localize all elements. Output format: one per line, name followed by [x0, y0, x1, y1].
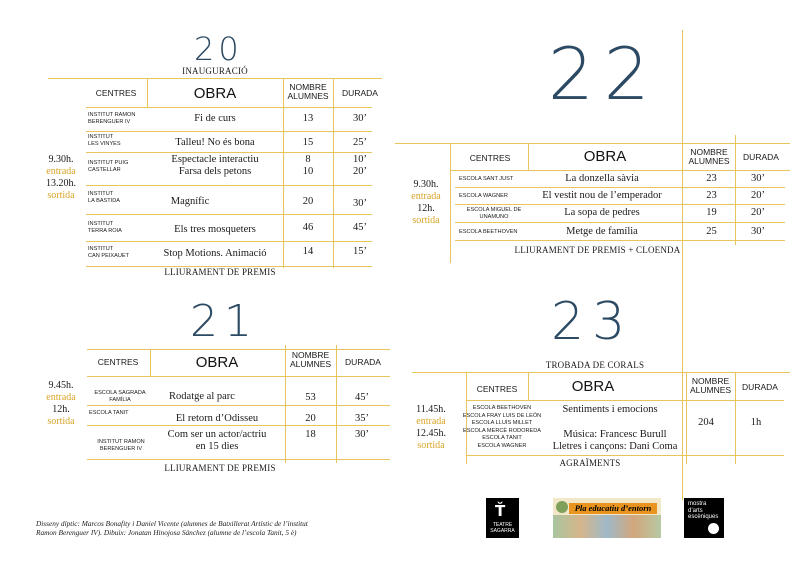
- day-23-centres-list: ESCOLA BEETHOVEN ESCOLA FRAY LUIS DE LEÓN ESCOLA LLUÍS MILLET ESCOLA MERCÈ RODOREDA ESCOLA TANIT ESCOLA WAGNER: [462, 405, 542, 449]
- day-22-header-centres: CENTRES: [469, 153, 511, 163]
- day-20-row-5-durada: 45’: [353, 222, 367, 233]
- day-23-header-nombre: NOMBRE ALUMNES: [689, 376, 732, 395]
- day-22-row-1-alumnes: 23: [706, 173, 717, 184]
- day-20-start-time: 9.30h.: [48, 154, 74, 165]
- day-20-row-2-alumnes: 15: [302, 137, 314, 148]
- day-23-number: 23: [551, 292, 634, 352]
- day-21-row-3-centre: INSTITUT RAMON BERENGUER IV: [97, 439, 145, 452]
- teatre-sagarra-text: TEATRE SAGARRA: [490, 522, 515, 534]
- day-23-end-label: sortida: [417, 440, 445, 451]
- day-21-row-2-alumnes: 20: [305, 413, 316, 424]
- day-22-header-obra: OBRA: [583, 148, 627, 165]
- day-21-row-3-alumnes: 18: [305, 429, 316, 440]
- day-20-row-5-centre: INSTITUT TERRA ROIA: [88, 221, 122, 234]
- day-21-row-2-obra: El retorn d’Odisseu: [175, 413, 259, 424]
- day-21-row-1-obra: Rodatge al parc: [169, 391, 235, 402]
- day-20-row-6-durada: 15’: [353, 246, 367, 257]
- day-21-header-obra: OBRA: [195, 354, 239, 371]
- day-20-row-2-durada: 25’: [353, 137, 367, 148]
- day-23-start-time: 11.45h.: [416, 404, 446, 415]
- day-20-row-2-obra: Talleu! No és bona: [175, 137, 255, 148]
- day-21-time: [36, 380, 86, 428]
- day-21-start-time: 9.45h.: [48, 380, 74, 391]
- day-22-start-time: 9.30h.: [413, 179, 439, 190]
- pla-educatiu-logo: [553, 498, 661, 538]
- day-22-row-3-centre: ESCOLA MIGUEL DE UNAMUNO: [466, 207, 522, 220]
- day-20-header-durada: DURADA: [342, 88, 378, 98]
- day-21-row-1-alumnes: 53: [305, 392, 316, 403]
- mostra-arts-logo: [684, 498, 724, 538]
- day-20-row-6-obra: Stop Motions. Animació: [163, 248, 267, 259]
- day-20-row-3-obra: Espectacle interactiu Farsa dels petons: [171, 154, 259, 177]
- day-22-row-3-obra: La sopa de pedres: [564, 207, 640, 218]
- day-21-header-nombre: NOMBRE ALUMNES: [289, 350, 332, 369]
- day-20-row-6-alumnes: 14: [302, 246, 314, 257]
- day-21-end-time: 12h.: [52, 404, 70, 415]
- day-20-end-label: sortida: [47, 190, 75, 201]
- day-23-subtitle: TROBADA DE CORALS: [545, 360, 645, 370]
- plant-icon: [556, 501, 568, 513]
- day-20-row-4-centre: INSTITUT LA BASTIDA: [88, 191, 121, 204]
- day-20-row-6-centre: INSTITUT CAN PEIXAUET: [88, 246, 130, 259]
- day-23-alumnes: 204: [698, 417, 714, 428]
- day-20-header-obra: OBRA: [193, 85, 237, 102]
- day-22-row-4-alumnes: 25: [706, 226, 717, 237]
- day-22-row-3-alumnes: 19: [706, 207, 717, 218]
- day-21-end-label: sortida: [47, 416, 75, 427]
- day-23-start-label: entrada: [416, 416, 446, 427]
- day-20-row-2-centre: INSTITUT LES VINYES: [88, 134, 121, 147]
- day-22-number: 22: [548, 32, 660, 116]
- teatre-sagarra-logo: [486, 498, 519, 538]
- day-21-row-2-centre: ESCOLA TANIT: [89, 410, 129, 416]
- day-20-row-4-obra: Magnífic: [170, 196, 210, 207]
- day-20-row-1-alumnes: 13: [302, 113, 314, 124]
- day-21-number: 21: [190, 296, 258, 347]
- day-20-footer: LLIURAMENT DE PREMIS: [164, 267, 276, 277]
- theatre-masks-icon: [708, 523, 719, 534]
- day-20-start-label: entrada: [46, 166, 76, 177]
- day-21-row-3-obra: Com ser un actor/actriu en 15 dies: [167, 429, 267, 452]
- day-21-row-2-durada: 35’: [355, 413, 369, 424]
- day-20-number: 20: [194, 30, 243, 68]
- day-20-row-5-obra: Els tres mosqueters: [174, 224, 256, 235]
- masks-t-icon: Ť: [495, 502, 506, 520]
- day-22-row-1-obra: La donzella sàvia: [565, 173, 639, 184]
- day-23-footer: AGRAÏMENTS: [559, 458, 621, 468]
- day-20-row-1-centre: INSTITUT RAMON BERENGUER IV: [88, 112, 136, 125]
- day-22-row-2-alumnes: 23: [706, 190, 717, 201]
- day-22-row-3-durada: 20’: [751, 207, 765, 218]
- day-23-time: [403, 404, 459, 452]
- day-22-header-nombre: NOMBRE ALUMNES: [688, 147, 730, 166]
- pla-educatiu-banner: Pla educatiu d’entorn: [569, 503, 657, 514]
- day-23-obra-title: Sentiments i emocions: [562, 404, 658, 415]
- day-20-subtitle: INAUGURACIÓ: [182, 66, 248, 76]
- day-20-time: [36, 154, 86, 202]
- day-22-row-2-centre: ESCOLA WAGNER: [459, 193, 508, 199]
- day-20-end-time: 13.20h.: [46, 178, 76, 189]
- day-22-row-4-centre: ESCOLA BEETHOVEN: [459, 229, 518, 235]
- day-23-header-obra: OBRA: [571, 378, 615, 395]
- day-21-footer: LLIURAMENT DE PREMIS: [164, 463, 276, 473]
- town-drawing-icon: [553, 515, 661, 538]
- day-22-row-4-durada: 30’: [751, 226, 765, 237]
- day-21-row-3-durada: 30’: [355, 429, 369, 440]
- day-22-row-2-durada: 20’: [751, 190, 765, 201]
- day-20-row-3-alumnes: 8 10: [302, 154, 314, 177]
- day-20-row-3-centre: INSTITUT PUIG CASTELLAR: [88, 160, 129, 173]
- day-21-row-1-durada: 45’: [355, 392, 369, 403]
- day-21-start-label: entrada: [46, 392, 76, 403]
- day-20-row-4-alumnes: 20: [302, 196, 314, 207]
- day-22-row-2-obra: El vestit nou de l’emperador: [542, 190, 662, 201]
- day-20-header-nombre: NOMBRE ALUMNES: [287, 82, 329, 101]
- day-20-row-3-durada: 10’ 20’: [353, 154, 367, 177]
- day-22-end-label: sortida: [412, 215, 440, 226]
- day-21-header-centres: CENTRES: [97, 357, 139, 367]
- day-22-row-1-durada: 30’: [751, 173, 765, 184]
- day-22-end-time: 12h.: [417, 203, 435, 214]
- day-22-row-4-obra: Metge de família: [566, 226, 638, 237]
- day-23-durada: 1h: [750, 417, 762, 428]
- day-20-row-1-durada: 30’: [353, 113, 367, 124]
- day-20-row-4-durada: 30’: [353, 198, 367, 209]
- day-20-row-5-alumnes: 46: [302, 222, 314, 233]
- day-22-start-label: entrada: [411, 191, 441, 202]
- day-21-header-durada: DURADA: [345, 357, 381, 367]
- day-22-time: [400, 179, 452, 227]
- day-23-header-centres: CENTRES: [476, 384, 518, 394]
- day-22-footer: LLIURAMENT DE PREMIS + CLOENDA: [514, 245, 681, 255]
- day-20-row-1-obra: Fi de curs: [194, 113, 236, 124]
- day-23-end-time: 12.45h.: [416, 428, 446, 439]
- day-22-header-durada: DURADA: [743, 152, 779, 162]
- design-credits: Disseny díptic: Marcos Bonafity i Daniel Vicente (alumnes de Batxillerat Artístic de l’institut Ramon Berenguer IV). Dibuix: Jonatan Hinojosa Sánchez (alumne de l’escola Tanit, 5 è): [36, 519, 308, 537]
- mostra-arts-text: mostra d’arts escèniques: [688, 501, 719, 520]
- day-22-row-1-centre: ESCOLA SANT JUST: [459, 176, 514, 182]
- day-21-row-1-centre: ESCOLA SAGRADA FAMÍLIA: [94, 390, 146, 403]
- day-20-header-centres: CENTRES: [95, 88, 137, 98]
- day-23-music-credits: Música: Francesc Burull Lletres i cançons: Dani Coma: [552, 429, 678, 452]
- day-23-header-durada: DURADA: [742, 382, 778, 392]
